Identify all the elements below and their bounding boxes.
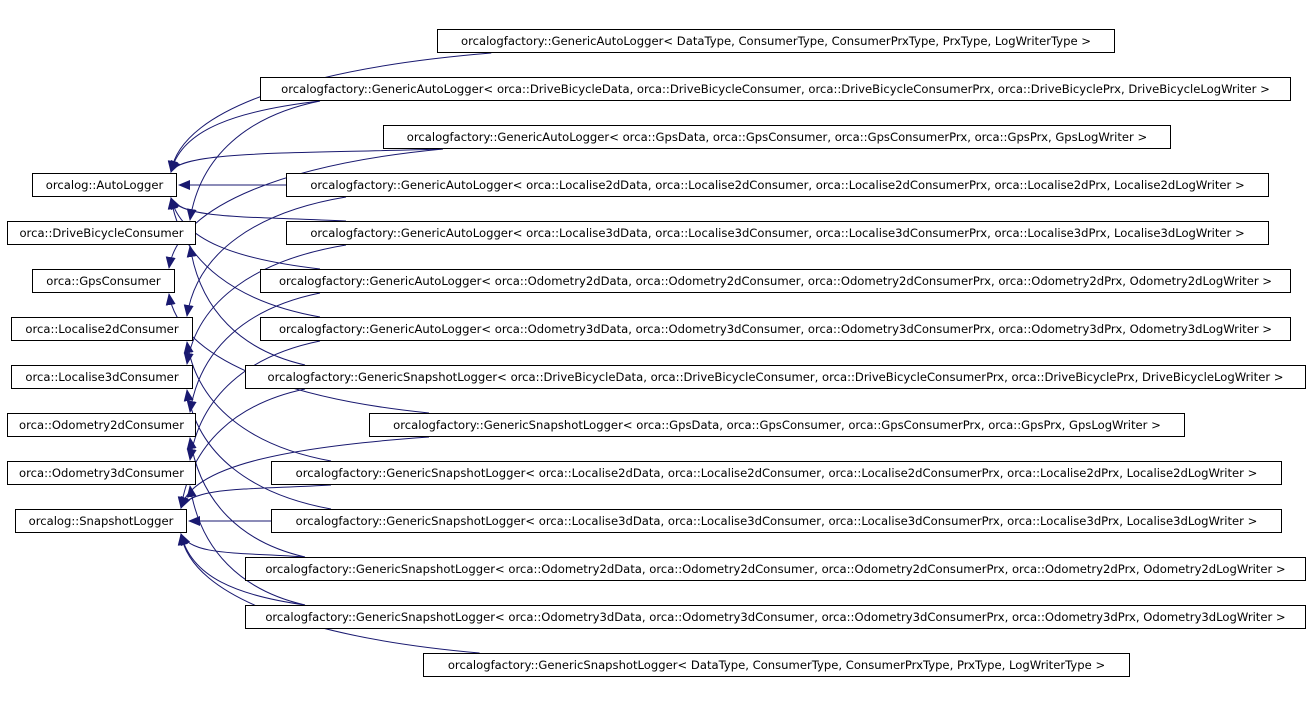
- node-gal-odometry3d[interactable]: orcalogfactory::GenericAutoLogger< orca::Odometry3dData, orca::Odometry3dConsumer, orca::Odometry3dConsumerPrx, orca::Odometry3dPrx, Odometry3dLogWriter >: [260, 317, 1291, 341]
- edge-gsl-gps-to-gpsconsumer: [169, 294, 429, 413]
- node-autologger[interactable]: orcalog::AutoLogger: [32, 173, 177, 197]
- node-gsl-odometry2d[interactable]: orcalogfactory::GenericSnapshotLogger< orca::Odometry2dData, orca::Odometry2dConsumer, orca::Odometry2dConsumerPrx, orca::Odometry2dPrx, Odometry2dLogWriter >: [245, 557, 1306, 581]
- node-gal-localise3d[interactable]: orcalogfactory::GenericAutoLogger< orca::Localise3dData, orca::Localise3dConsumer, orca::Localise3dConsumerPrx, orca::Localise3dPrx, Localise3dLogWriter >: [286, 221, 1269, 245]
- node-gal-drivebicycle[interactable]: orcalogfactory::GenericAutoLogger< orca::DriveBicycleData, orca::DriveBicycleConsumer, orca::DriveBicycleConsumerPrx, orca::DriveBicyclePrx, DriveBicycleLogWriter >: [260, 77, 1291, 101]
- node-gsl-localise3d[interactable]: orcalogfactory::GenericSnapshotLogger< orca::Localise3dData, orca::Localise3dConsumer, orca::Localise3dConsumerPrx, orca::Localise3dPrx, Localise3dLogWriter >: [271, 509, 1282, 533]
- node-snapshotlogger[interactable]: orcalog::SnapshotLogger: [15, 509, 187, 533]
- node-odometry2dconsumer[interactable]: orca::Odometry2dConsumer: [7, 413, 196, 437]
- node-gpsconsumer[interactable]: orca::GpsConsumer: [32, 269, 175, 293]
- edge-gal-odometry2d-to-odometry2dconsumer: [190, 293, 320, 412]
- edge-gal-localise3d-to-autologger: [171, 198, 346, 221]
- edge-gal-odometry3d-to-autologger: [171, 198, 320, 317]
- node-gsl-odometry3d[interactable]: orcalogfactory::GenericSnapshotLogger< orca::Odometry3dData, orca::Odometry3dConsumer, orca::Odometry3dConsumerPrx, orca::Odometry3dPrx, Odometry3dLogWriter >: [245, 605, 1306, 629]
- edge-gal-drivebicycle-to-drivebicycleconsumer: [190, 101, 320, 220]
- node-gal-localise2d[interactable]: orcalogfactory::GenericAutoLogger< orca::Localise2dData, orca::Localise2dConsumer, orca::Localise2dConsumerPrx, orca::Localise2dPrx, Localise2dLogWriter >: [286, 173, 1269, 197]
- node-gal-template[interactable]: orcalogfactory::GenericAutoLogger< DataType, ConsumerType, ConsumerPrxType, PrxType, LogWriterType >: [437, 29, 1115, 53]
- edge-gsl-odometry2d-to-snapshotlogger: [181, 534, 305, 557]
- edge-gal-localise2d-to-localise2dconsumer: [187, 197, 346, 316]
- edge-gsl-drivebicycle-to-drivebicycleconsumer: [190, 246, 305, 365]
- node-localise3dconsumer[interactable]: orca::Localise3dConsumer: [11, 365, 193, 389]
- node-gsl-template[interactable]: orcalogfactory::GenericSnapshotLogger< DataType, ConsumerType, ConsumerPrxType, PrxType, LogWriterType >: [423, 653, 1130, 677]
- edge-gal-drivebicycle-to-autologger: [171, 101, 320, 172]
- edge-gal-gps-to-autologger: [171, 149, 443, 172]
- node-gsl-gps[interactable]: orcalogfactory::GenericSnapshotLogger< orca::GpsData, orca::GpsConsumer, orca::GpsConsumerPrx, orca::GpsPrx, GpsLogWriter >: [369, 413, 1185, 437]
- node-gsl-localise2d[interactable]: orcalogfactory::GenericSnapshotLogger< orca::Localise2dData, orca::Localise2dConsumer, orca::Localise2dConsumerPrx, orca::Localise2dPrx, Localise2dLogWriter >: [271, 461, 1282, 485]
- edge-gsl-drivebicycle-to-snapshotlogger: [181, 389, 305, 508]
- node-gsl-drivebicycle[interactable]: orcalogfactory::GenericSnapshotLogger< orca::DriveBicycleData, orca::DriveBicycleConsumer, orca::DriveBicycleConsumerPrx, orca::DriveBicyclePrx, DriveBicycleLogWriter >: [245, 365, 1306, 389]
- node-localise2dconsumer[interactable]: orca::Localise2dConsumer: [11, 317, 193, 341]
- node-odometry3dconsumer[interactable]: orca::Odometry3dConsumer: [7, 461, 196, 485]
- node-gal-odometry2d[interactable]: orcalogfactory::GenericAutoLogger< orca::Odometry2dData, orca::Odometry2dConsumer, orca::Odometry2dConsumerPrx, orca::Odometry2dPrx, Odometry2dLogWriter >: [260, 269, 1291, 293]
- node-drivebicycleconsumer[interactable]: orca::DriveBicycleConsumer: [7, 221, 196, 245]
- node-gal-gps[interactable]: orcalogfactory::GenericAutoLogger< orca::GpsData, orca::GpsConsumer, orca::GpsConsumerPrx, orca::GpsPrx, GpsLogWriter >: [383, 125, 1171, 149]
- edge-gsl-odometry3d-to-odometry3dconsumer: [190, 486, 305, 605]
